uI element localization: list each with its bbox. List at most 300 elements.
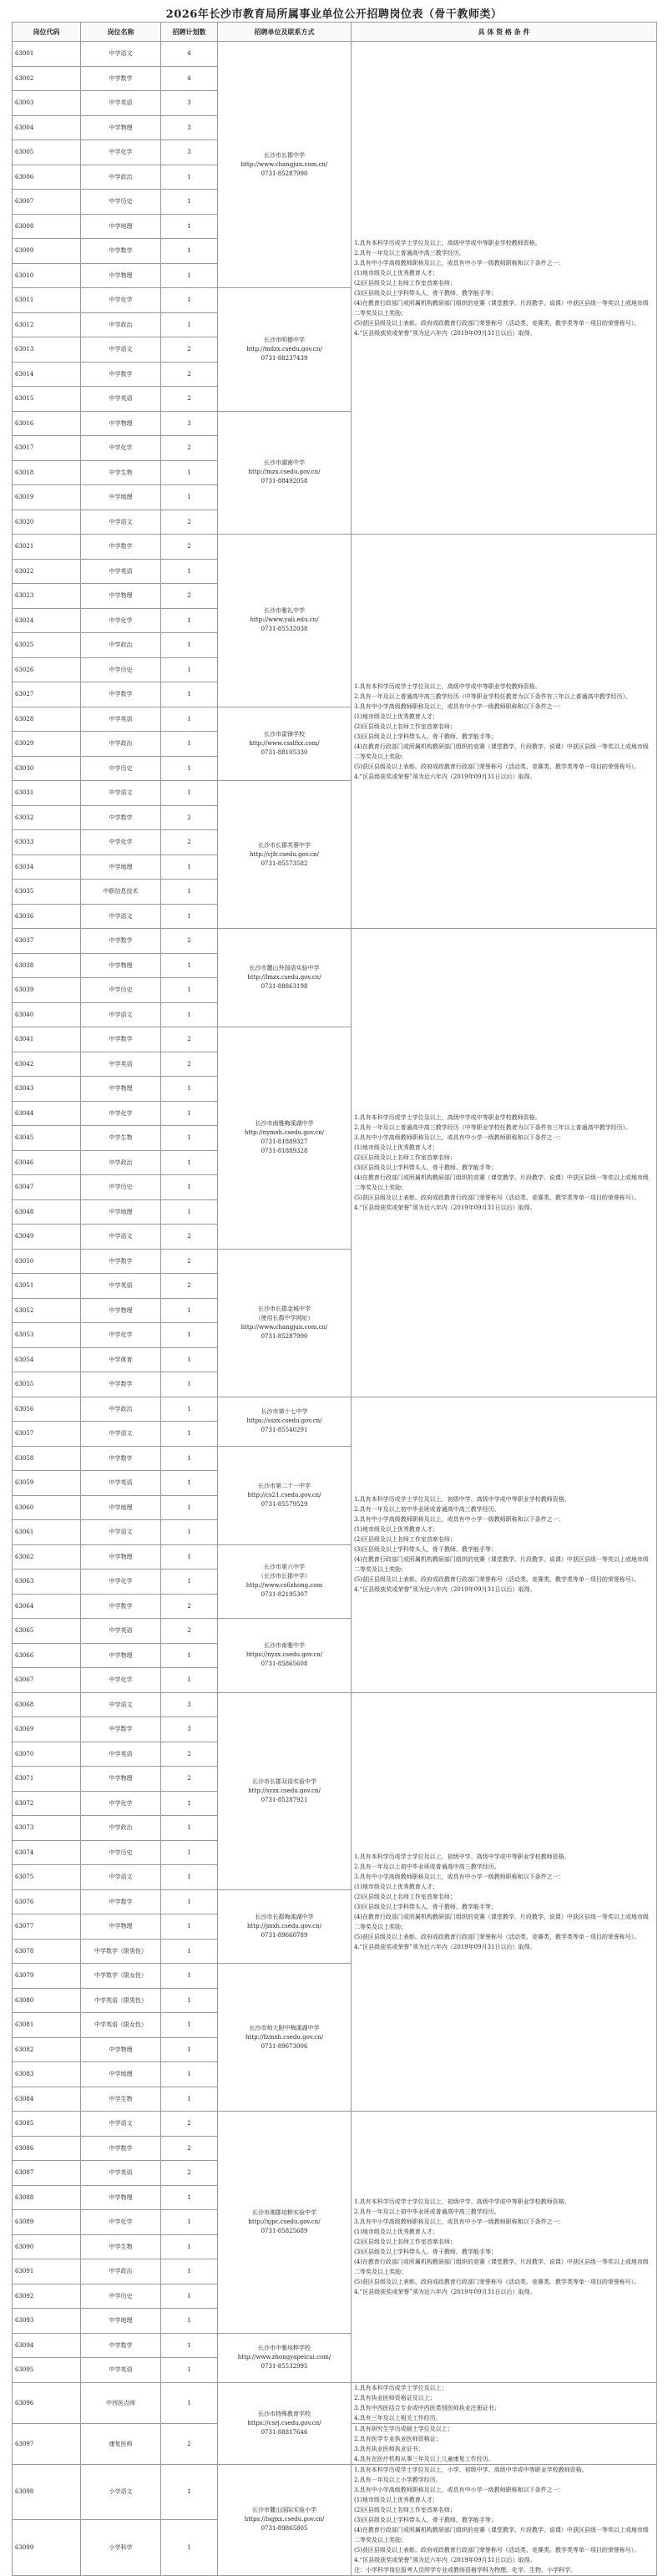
position-name: 中学地理 [81, 2309, 161, 2334]
employer-contact: 长沙市第六中学 （长沙市长郡中学） http://www.cs6zhong.com 0731-82195307 [218, 1544, 352, 1619]
position-count: 1 [161, 2358, 218, 2383]
position-code: 63087 [13, 2161, 81, 2186]
position-count: 3 [161, 1692, 218, 1717]
header-position: 岗位名称 [81, 23, 161, 42]
position-name: 中学英语 [81, 1052, 161, 1077]
position-name: 中学政治 [81, 1397, 161, 1422]
position-name: 中学物理 [81, 263, 161, 288]
position-code: 63038 [13, 953, 81, 978]
position-name: 中学数学 [81, 1372, 161, 1397]
position-name: 中学语文 [81, 337, 161, 363]
position-count: 2 [161, 584, 218, 609]
position-code: 63006 [13, 165, 81, 190]
position-count: 1 [161, 1175, 218, 1200]
position-code: 63099 [13, 2520, 81, 2576]
position-code: 63062 [13, 1544, 81, 1569]
position-code: 63032 [13, 805, 81, 830]
position-count: 2 [161, 1594, 218, 1619]
position-count: 1 [161, 953, 218, 978]
position-name: 中学生物 [81, 1126, 161, 1151]
employer-contact: 长沙市长郡双语实验中学 http://syzx.csedu.gov.cn/ 0731-85287921 [218, 1692, 352, 1889]
position-name: 中职信息技术 [81, 880, 161, 905]
position-name: 中学数学 [81, 239, 161, 264]
header-code: 岗位代码 [13, 23, 81, 42]
table-row [13, 2112, 657, 2137]
employer-contact: 长沙市师大附中梅溪湖中学 http://fzmxh.csedu.gov.cn/ 0731-89673006 [218, 1964, 352, 2112]
position-code: 63097 [13, 2423, 81, 2464]
position-name: 中学化学 [81, 436, 161, 461]
position-count: 2 [161, 2161, 218, 2186]
position-code: 63065 [13, 1619, 81, 1644]
position-count: 1 [161, 1347, 218, 1372]
position-count: 1 [161, 2520, 218, 2576]
position-name: 中学化学 [81, 608, 161, 633]
position-count: 1 [161, 781, 218, 806]
position-code: 63037 [13, 929, 81, 954]
position-code: 63067 [13, 1668, 81, 1693]
position-count: 1 [161, 2013, 218, 2038]
position-count: 1 [161, 485, 218, 510]
position-code: 63064 [13, 1594, 81, 1619]
employer-contact: 长沙市长郡中学 http://www.changjun.com.cn/ 0731-85287990 [218, 42, 352, 288]
position-count: 1 [161, 2210, 218, 2235]
position-code: 63043 [13, 1077, 81, 1102]
position-code: 63071 [13, 1767, 81, 1792]
position-code: 63005 [13, 140, 81, 165]
employer-contact: 长沙市长郡芙蓉中学 http://cjfr.csedu.gov.cn/ 0731-85573582 [218, 781, 352, 929]
position-code: 63025 [13, 633, 81, 658]
position-name: 中学语文 [81, 1225, 161, 1250]
header-unit: 招聘单位及联系方式 [218, 23, 352, 42]
position-code: 63080 [13, 1988, 81, 2013]
position-count: 1 [161, 1199, 218, 1225]
employer-contact: 长沙市湖南中学 http://mzx.csedu.gov.cn/ 0731-88492058 [218, 411, 352, 535]
position-count: 2 [161, 1052, 218, 1077]
qualification-requirements: 1.具有本科学历或学士学位及以上，初级中学、高级中学或中等职业学校教师资格。 2.具有一年及以上初中毕业班或普通高中高三教学经历。 3.具有中小学高级教师职称及以上，或具有中小学一级教师职称和以下条件之一： (1)地市级及以上优秀教育人才； (2)区县级及以上名师工作室首席名师； (3)区县级及以上学科带头人、骨干教师、教学能手等； (4)在教育行政部门或所属机构教研部门组织的竞赛（课堂教学、片段教学、说课）中获区县级一等奖以上或地市级二等奖及以上奖励； (5)获区县级及以上表彰。政府或政教育行政部门荣誉称号（活动类、竞赛类、教学类等单一项目的荣誉称号）。 4.“区县级获奖或荣誉”须为近六年内（2019年09月31日以后）取得。 [352, 2112, 657, 2383]
table-row [13, 1397, 657, 1422]
position-code: 63001 [13, 42, 81, 67]
position-count: 1 [161, 1816, 218, 1841]
position-name: 中学英语 [81, 1619, 161, 1644]
position-count: 1 [161, 1865, 218, 1890]
position-code: 63046 [13, 1150, 81, 1175]
employer-contact: 长沙市特殊教育学校 https://csrj.csedu.gov.cn/ 0731-88817646 [218, 2382, 352, 2464]
position-code: 63075 [13, 1865, 81, 1890]
employer-contact: 长沙市长郡梅溪湖中学 http://jmxh.csedu.gov.cn/ 0731-89660789 [218, 1889, 352, 1964]
position-count: 3 [161, 140, 218, 165]
position-code: 63098 [13, 2464, 81, 2520]
position-count: 2 [161, 1225, 218, 1250]
position-code: 63019 [13, 485, 81, 510]
position-count: 1 [161, 1150, 218, 1175]
position-count: 1 [161, 1889, 218, 1914]
position-code: 63050 [13, 1249, 81, 1274]
position-name: 中学化学 [81, 140, 161, 165]
position-count: 1 [161, 2259, 218, 2284]
position-count: 1 [161, 1840, 218, 1865]
header-requirements: 具 体 资 格 条 件 [352, 23, 657, 42]
employer-contact: 长沙市南雅中学 https://nyzx.csedu.gov.cn/ 0731-85865608 [218, 1619, 352, 1693]
position-name: 中学语文 [81, 1422, 161, 1447]
position-count: 2 [161, 929, 218, 954]
position-name: 中学地理 [81, 1495, 161, 1520]
position-count: 1 [161, 880, 218, 905]
position-count: 1 [161, 756, 218, 781]
position-count: 1 [161, 1101, 218, 1126]
table-row [13, 42, 657, 67]
position-name: 中学数学 [81, 682, 161, 707]
position-count: 2 [161, 535, 218, 560]
position-count: 2 [161, 2423, 218, 2464]
position-code: 63030 [13, 756, 81, 781]
position-count: 1 [161, 904, 218, 929]
position-count: 3 [161, 1717, 218, 1742]
position-name: 中学英语 [81, 1742, 161, 1767]
position-name: 中学语文 [81, 1865, 161, 1890]
position-code: 63081 [13, 2013, 81, 2038]
position-name: 中学数学 [81, 1594, 161, 1619]
position-count: 1 [161, 2284, 218, 2309]
position-code: 63002 [13, 66, 81, 91]
position-name: 中学英语 [81, 1274, 161, 1299]
position-code: 63018 [13, 460, 81, 485]
position-count: 1 [161, 1544, 218, 1569]
position-code: 63060 [13, 1495, 81, 1520]
position-count: 1 [161, 1914, 218, 1940]
position-name: 中学物理 [81, 953, 161, 978]
position-code: 63066 [13, 1643, 81, 1668]
qualification-requirements: 1.具有本科学历或学士学位及以上； 2.具有执业医师资格证及以上； 3.具有中西医结合专业或中西医类别医师执业注册证书； 4.具有三年及以上相关工作经历。 [352, 2382, 657, 2423]
position-name: 中学政治 [81, 633, 161, 658]
position-name: 中学物理 [81, 1643, 161, 1668]
position-code: 63057 [13, 1422, 81, 1447]
position-name: 中西医点师 [81, 2382, 161, 2423]
position-name: 中学化学 [81, 1791, 161, 1816]
position-name: 中学语文 [81, 1520, 161, 1545]
position-name: 中学生物 [81, 2087, 161, 2112]
position-code: 63082 [13, 2037, 81, 2062]
employer-contact: 长沙市雷锋学校 http://www.csslfxx.com/ 0731-88105330 [218, 707, 352, 781]
position-name: 中学物理 [81, 411, 161, 436]
position-code: 63089 [13, 2210, 81, 2235]
position-count: 2 [161, 1742, 218, 1767]
position-name: 中学英语 [81, 387, 161, 412]
position-count: 1 [161, 1471, 218, 1496]
position-code: 63029 [13, 732, 81, 757]
employer-contact: 长沙市麓山国际实验小学 https://lsgjxx.csedu.gov.cn/ 0731-89865805 [218, 2464, 352, 2575]
employer-contact: 长沙市第二十一中学 http://cs21.csedu.gov.cn/ 0731-85579529 [218, 1446, 352, 1544]
position-code: 63053 [13, 1323, 81, 1348]
position-name: 中学化学 [81, 2210, 161, 2235]
qualification-requirements: 1.具有本科学历或学士学位及以上，高级中学或中等职业学校教师资格。 2.具有一年及以上普通高中高三教学经历。 3.具有中小学高级教师职称及以上，或具有中小学一级教师职称和以下条件之一： (1)地市级及以上优秀教育人才； (2)区县级及以上名师工作室首席名师； (3)区县级及以上学科带头人、骨干教师、教学能手等； (4)在教育行政部门或所属机构教研部门组织的竞赛（课堂教学、片段教学、说课）中获区县级一等奖以上或地市级二等奖及以上奖励； (5)获区县级及以上表彰。政府或政教育行政部门荣誉称号（活动类、竞赛类、教学类等单一项目的荣誉称号）。 4.“区县级获奖或荣誉”须为近六年内（2019年09月31日以后）取得。 [352, 42, 657, 535]
position-code: 63069 [13, 1717, 81, 1742]
header-row [13, 23, 657, 42]
positions-table [12, 22, 657, 2576]
position-count: 1 [161, 263, 218, 288]
position-name: 中学物理 [81, 1077, 161, 1102]
employer-contact: 长沙市麓山外国语实验中学 http://lmzx.csedu.gov.cn/ 0731-88863198 [218, 929, 352, 1027]
qualification-requirements: 1.具有本科学历或学士学位及以上，高级中学或中等职业学校教师资格。 2.具有一年及以上普通高中高三教学经历（中等职业学校任教者为以下条件有三年以上普通高中教学经历）。 3.具有中小学高级教师职称及以上，或具有中小学一级教师职称和以下条件之一： (1)地市级及以上优秀教育人才； (2)区县级及以上名师工作室首席名师； (3)区县级及以上学科带头人、骨干教师、教学能手等； (4)在教育行政部门或所属机构教研部门组织的竞赛（课堂教学、片段教学、说课）中获区县级一等奖以上或地市级二等奖及以上奖励； (5)获区县级及以上表彰。政府或政教育行政部门荣誉称号（活动类、竞赛类、教学类等单一项目的荣誉称号）。 4.“区县级获奖或荣誉”须为近六年内（2019年09月31日以后）取得。 [352, 929, 657, 1397]
position-count: 1 [161, 2087, 218, 2112]
position-name: 中学历史 [81, 756, 161, 781]
position-name: 中学地理 [81, 485, 161, 510]
position-code: 63023 [13, 584, 81, 609]
position-name: 小学科学 [81, 2520, 161, 2576]
position-count: 1 [161, 657, 218, 682]
position-count: 2 [161, 362, 218, 387]
position-name: 中学数学 [81, 1027, 161, 1052]
position-count: 1 [161, 1077, 218, 1102]
position-count: 2 [161, 1619, 218, 1644]
position-name: 中学体育 [81, 1347, 161, 1372]
position-code: 63091 [13, 2259, 81, 2284]
employer-contact: 长沙市明德中学 http://mdzx.csedu.gov.cn/ 0731-88237439 [218, 288, 352, 412]
position-name: 中学生物 [81, 460, 161, 485]
position-name: 中学物理 [81, 1298, 161, 1323]
position-name: 中学数学 [81, 66, 161, 91]
position-code: 63007 [13, 190, 81, 215]
position-count: 1 [161, 460, 218, 485]
position-count: 1 [161, 1446, 218, 1471]
position-code: 63035 [13, 880, 81, 905]
position-name: 中学语文 [81, 781, 161, 806]
position-code: 63012 [13, 312, 81, 337]
position-count: 1 [161, 2234, 218, 2259]
position-count: 2 [161, 1249, 218, 1274]
position-count: 1 [161, 1939, 218, 1964]
position-code: 63074 [13, 1840, 81, 1865]
position-name: 中学政治 [81, 1150, 161, 1175]
position-code: 63014 [13, 362, 81, 387]
qualification-requirements: 1.具有本科学历或学士学位及以上，初级中学、高级中学或中等职业学校教师资格。 2.具有一年及以上初中毕业班或普通高中高三教学经历。 3.具有中小学高级教师职称及以上，或具有中小学一级教师职称和以下条件之一： (1)地市级及以上优秀教育人才； (2)区县级及以上名师工作室首席名师； (3)区县级及以上学科带头人、骨干教师、教学能手等； (4)在教育行政部门或所属机构教研部门组织的竞赛（课堂教学、片段教学、说课）中获区县级一等奖以上或地市级二等奖及以上奖励； (5)获区县级及以上表彰。政府或政教育行政部门荣誉称号（活动类、竞赛类、教学类等单一项目的荣誉称号）。 4.“区县级获奖或荣誉”须为近六年内（2019年09月31日以后）取得。 [352, 1692, 657, 2112]
position-code: 63041 [13, 1027, 81, 1052]
position-count: 1 [161, 707, 218, 732]
position-count: 1 [161, 559, 218, 584]
position-code: 63013 [13, 337, 81, 363]
position-count: 2 [161, 387, 218, 412]
position-code: 63092 [13, 2284, 81, 2309]
position-code: 63070 [13, 1742, 81, 1767]
position-count: 3 [161, 91, 218, 116]
table-row [13, 2464, 657, 2520]
position-code: 63055 [13, 1372, 81, 1397]
position-count: 1 [161, 2185, 218, 2210]
position-code: 63010 [13, 263, 81, 288]
position-count: 1 [161, 608, 218, 633]
position-count: 3 [161, 411, 218, 436]
position-code: 63093 [13, 2309, 81, 2334]
qualification-requirements: 1.具有本科学历或学士学位及以上，高级中学或中等职业学校教师资格。 2.具有一年及以上普通高中高三教学经历（中等职业学校任教者为以下条件有三年以上普通高中教学经历）。 3.具有中小学高级教师职称及以上，或具有中小学一级教师职称和以下条件之一： (1)地市级及以上优秀教育人才； (2)区县级及以上名师工作室首席名师； (3)区县级及以上学科带头人、骨干教师、教学能手等； (4)在教育行政部门或所属机构教研部门组织的竞赛（课堂教学、片段教学、说课）中获区县级一等奖以上或地市级二等奖及以上奖励； (5)获区县级及以上表彰。政府或政教育行政部门荣誉称号（活动类、竞赛类、教学类等单一项目的荣誉称号）。 4.“区县级获奖或荣誉”须为近六年内（2019年09月31日以后）取得。 [352, 535, 657, 929]
position-name: 中学化学 [81, 1668, 161, 1693]
position-name: 中学生物 [81, 2234, 161, 2259]
position-code: 63036 [13, 904, 81, 929]
position-code: 63015 [13, 387, 81, 412]
position-count: 1 [161, 2037, 218, 2062]
position-code: 63061 [13, 1520, 81, 1545]
position-code: 63026 [13, 657, 81, 682]
position-count: 2 [161, 1767, 218, 1792]
header-count: 招聘计划数 [161, 23, 218, 42]
position-name: 中学数学 [81, 1446, 161, 1471]
qualification-requirements: 1.具有研究生学历或硕士学位及以上； 2.具有医学专业执业医师资格证； 3.具有执业医师执业证书； 4.具有在医疗机构从事三年及以上儿童康复工作经历。 [352, 2423, 657, 2464]
position-name: 中学历史 [81, 2284, 161, 2309]
position-count: 2 [161, 1274, 218, 1299]
position-name: 中学英语 [81, 559, 161, 584]
position-code: 63022 [13, 559, 81, 584]
position-code: 63040 [13, 1002, 81, 1027]
position-count: 3 [161, 115, 218, 140]
position-code: 63027 [13, 682, 81, 707]
position-count: 1 [161, 1643, 218, 1668]
employer-contact: 长沙市中雅培粹学校 http://www.zhongyapeicui.com/ 0731-85532995 [218, 2333, 352, 2382]
position-code: 63028 [13, 707, 81, 732]
position-count: 1 [161, 682, 218, 707]
position-count: 1 [161, 312, 218, 337]
table-row [13, 1692, 657, 1717]
position-code: 63085 [13, 2112, 81, 2137]
position-name: 中学地理 [81, 2062, 161, 2087]
position-count: 1 [161, 633, 218, 658]
position-count: 4 [161, 42, 218, 67]
position-count: 1 [161, 2309, 218, 2334]
position-count: 1 [161, 165, 218, 190]
position-name: 中学物理 [81, 1544, 161, 1569]
position-name: 中学英语（限女性） [81, 2013, 161, 2038]
position-code: 63011 [13, 288, 81, 313]
position-count: 1 [161, 978, 218, 1003]
position-code: 63048 [13, 1199, 81, 1225]
position-count: 1 [161, 2382, 218, 2423]
position-name: 中学地理 [81, 214, 161, 239]
position-code: 63090 [13, 2234, 81, 2259]
position-code: 63009 [13, 239, 81, 264]
position-count: 1 [161, 1372, 218, 1397]
position-code: 63044 [13, 1101, 81, 1126]
position-count: 2 [161, 830, 218, 855]
position-code: 63042 [13, 1052, 81, 1077]
position-code: 63059 [13, 1471, 81, 1496]
position-name: 中学物理 [81, 584, 161, 609]
page-title: 2026年长沙市教育局所属事业单位公开招聘岗位表（骨干教师类） [165, 8, 503, 21]
position-name: 中学物理 [81, 1914, 161, 1940]
position-code: 63039 [13, 978, 81, 1003]
position-name: 中学政治 [81, 2259, 161, 2284]
position-count: 1 [161, 2333, 218, 2358]
position-name: 中学数学 [81, 362, 161, 387]
position-name: 中学数学 [81, 1717, 161, 1742]
position-name: 中学政治 [81, 312, 161, 337]
position-code: 63017 [13, 436, 81, 461]
position-count: 1 [161, 1569, 218, 1595]
qualification-requirements: 1.具有本科学历或学士学位及以上，初级中学、高级中学或中等职业学校教师资格。 2.具有一年及以上初中毕业班或普通高中高三教学经历。 3.具有中小学高级教师职称及以上，或具有中小学一级教师职称和以下条件之一： (1)地市级及以上优秀教育人才； (2)区县级及以上名师工作室首席名师； (3)区县级及以上学科带头人、骨干教师、教学能手等； (4)在教育行政部门或所属机构教研部门组织的竞赛（课堂教学、片段教学、说课）中获区县级一等奖以上或地市级二等奖及以上奖励； (5)获区县级及以上表彰。政府或政教育行政部门荣誉称号（活动类、竞赛类、教学类等单一项目的荣誉称号）。 4.“区县级获奖或荣誉”须为近六年内（2019年09月31日以后）取得。 [352, 1397, 657, 1692]
position-code: 63020 [13, 510, 81, 535]
position-code: 63016 [13, 411, 81, 436]
position-name: 中学历史 [81, 657, 161, 682]
position-name: 中学语文 [81, 904, 161, 929]
position-code: 63058 [13, 1446, 81, 1471]
position-name: 康复医师 [81, 2423, 161, 2464]
position-name: 中学数学 [81, 535, 161, 560]
position-code: 63078 [13, 1939, 81, 1964]
position-count: 2 [161, 510, 218, 535]
position-count: 1 [161, 854, 218, 880]
position-count: 1 [161, 239, 218, 264]
position-code: 63045 [13, 1126, 81, 1151]
position-code: 63094 [13, 2333, 81, 2358]
position-name: 中学语文 [81, 510, 161, 535]
position-name: 中学数学 [81, 2136, 161, 2161]
position-code: 63054 [13, 1347, 81, 1372]
position-name: 中学英语（限男性） [81, 1988, 161, 2013]
position-count: 1 [161, 1422, 218, 1447]
employer-contact: 长沙市雅礼中学 http://www.yali.edu.cn/ 0731-85532038 [218, 535, 352, 707]
position-code: 63008 [13, 214, 81, 239]
position-name: 中学物理 [81, 115, 161, 140]
position-code: 63088 [13, 2185, 81, 2210]
position-count: 1 [161, 1323, 218, 1348]
position-name: 中学数学 [81, 1249, 161, 1274]
position-name: 中学数学 [81, 805, 161, 830]
position-count: 1 [161, 1964, 218, 1989]
table-body [13, 42, 657, 2576]
position-name: 中学物理 [81, 1767, 161, 1792]
position-count: 1 [161, 2062, 218, 2087]
position-name: 中学数学（限女性） [81, 1964, 161, 1989]
position-code: 63003 [13, 91, 81, 116]
position-code: 63052 [13, 1298, 81, 1323]
position-code: 63047 [13, 1175, 81, 1200]
employer-contact: 长沙市长郡金城中学 （使用长郡中学网址） http://www.changjun.com.cn/ 0731-85287990 [218, 1249, 352, 1397]
position-name: 中学数学（限男性） [81, 1939, 161, 1964]
position-count: 2 [161, 2136, 218, 2161]
position-name: 中学化学 [81, 288, 161, 313]
position-name: 中学政治 [81, 165, 161, 190]
position-name: 中学政治 [81, 732, 161, 757]
position-count: 1 [161, 1668, 218, 1693]
position-code: 63086 [13, 2136, 81, 2161]
position-code: 63049 [13, 1225, 81, 1250]
position-code: 63077 [13, 1914, 81, 1940]
position-name: 中学英语 [81, 1471, 161, 1496]
position-name: 中学语文 [81, 2112, 161, 2137]
position-count: 1 [161, 1495, 218, 1520]
position-name: 中学英语 [81, 91, 161, 116]
position-name: 中学化学 [81, 830, 161, 855]
position-count: 2 [161, 805, 218, 830]
position-name: 中学语文 [81, 42, 161, 67]
position-count: 1 [161, 288, 218, 313]
position-count: 1 [161, 214, 218, 239]
position-code: 63051 [13, 1274, 81, 1299]
position-code: 63083 [13, 2062, 81, 2087]
employer-contact: 长沙市南雅梅溪湖中学 http://nymxh.csedu.gov.cn/ 0731-81889327 0731-81889328 [218, 1027, 352, 1250]
position-count: 1 [161, 2464, 218, 2520]
position-name: 中学英语 [81, 2161, 161, 2186]
position-name: 中学历史 [81, 190, 161, 215]
position-code: 63004 [13, 115, 81, 140]
employer-contact: 长沙市第十七中学 https://sszx.csedu.gov.cn/ 0731-85540291 [218, 1397, 352, 1446]
position-code: 63084 [13, 2087, 81, 2112]
position-name: 中学语文 [81, 1692, 161, 1717]
position-name: 中学政治 [81, 1816, 161, 1841]
position-count: 1 [161, 732, 218, 757]
position-count: 2 [161, 1027, 218, 1052]
position-name: 中学数学 [81, 929, 161, 954]
position-code: 63021 [13, 535, 81, 560]
position-code: 63056 [13, 1397, 81, 1422]
position-count: 4 [161, 66, 218, 91]
position-count: 2 [161, 2112, 218, 2137]
